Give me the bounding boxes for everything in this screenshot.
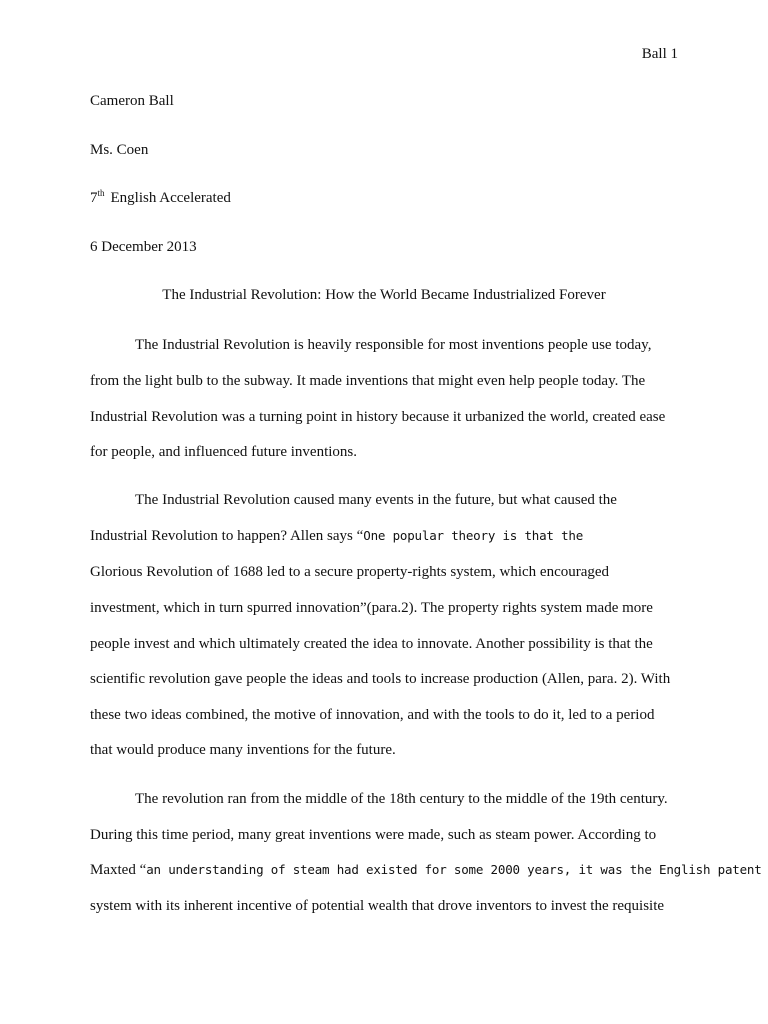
paragraph-1-line-2: from the light bulb to the subway. It made inventions that might even help people today. The bbox=[90, 373, 646, 389]
paragraph-2-line-2 bbox=[90, 527, 583, 545]
grade-number: 7 bbox=[90, 190, 98, 206]
paragraph-3-line-2: During this time period, many great inventions were made, such as steam power. According to bbox=[90, 827, 657, 843]
paragraph-1-line-3: Industrial Revolution was a turning point in history because it urbanized the world, created ease bbox=[90, 409, 666, 425]
paragraph-2-line-7: these two ideas combined, the motive of innovation, and with the tools to do it, led to a period bbox=[90, 707, 655, 723]
paragraph-2-line-3: Glorious Revolution of 1688 led to a secure property-rights system, which encouraged bbox=[90, 564, 610, 580]
paragraph-1-line-1: The Industrial Revolution is heavily responsible for most inventions people use today, bbox=[135, 337, 652, 353]
paragraph-1-line-4: for people, and influenced future inventions. bbox=[90, 444, 357, 460]
author-name: Cameron Ball bbox=[90, 93, 174, 109]
paragraph-3-line-3 bbox=[90, 861, 762, 879]
paragraph-2-line-6: scientific revolution gave people the ideas and tools to increase production (Allen, para. 2). With bbox=[90, 671, 671, 687]
teacher-name: Ms. Coen bbox=[90, 142, 149, 158]
paragraph-3-line-3-text: Maxted “ bbox=[90, 862, 147, 878]
course-name: English Accelerated bbox=[110, 190, 231, 206]
grade-suffix: th bbox=[97, 188, 105, 198]
course-line bbox=[90, 189, 231, 207]
essay-title: The Industrial Revolution: How the World Became Industrialized Forever bbox=[162, 287, 606, 303]
paragraph-3-line-4: system with its inherent incentive of potential wealth that drove inventors to invest the requisite bbox=[90, 898, 665, 914]
paragraph-2-line-8: that would produce many inventions for the future. bbox=[90, 742, 396, 758]
paragraph-2-line-4: investment, which in turn spurred innovation”(para.2). The property rights system made more bbox=[90, 600, 653, 616]
paragraph-2-line-2-text: Industrial Revolution to happen? Allen says “ bbox=[90, 528, 364, 544]
page-header: Ball 1 bbox=[641, 46, 678, 62]
paragraph-3-line-1: The revolution ran from the middle of the 18th century to the middle of the 19th century. bbox=[135, 791, 668, 807]
essay-date: 6 December 2013 bbox=[90, 239, 197, 255]
paragraph-2-line-1: The Industrial Revolution caused many events in the future, but what caused the bbox=[135, 492, 617, 508]
quote-maxted: an understanding of steam had existed for some 2000 years, it was the English patent bbox=[146, 862, 762, 877]
quote-start: One popular theory is that the bbox=[363, 528, 584, 543]
paragraph-2-line-5: people invest and which ultimately created the idea to innovate. Another possibility is that the bbox=[90, 636, 653, 652]
